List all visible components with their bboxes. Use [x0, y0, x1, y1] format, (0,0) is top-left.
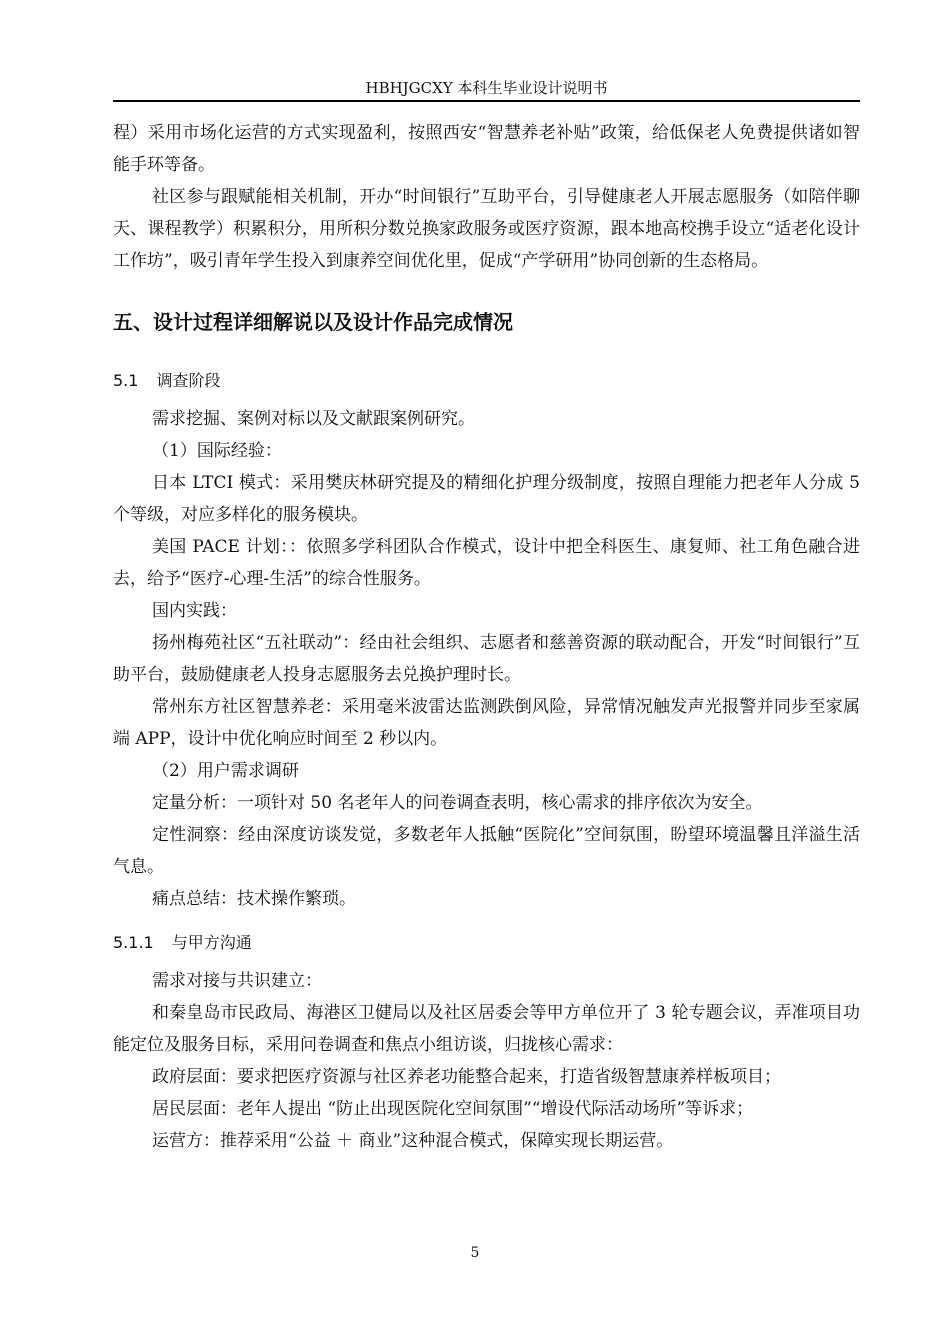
paragraph: 需求对接与共识建立： [152, 971, 322, 991]
paragraph: 扬州梅苑社区“五社联动”：经由社会组织、志愿者和慈善资源的联动配合，开发“时间银行”互助平台，鼓励健康老人投身志愿服务去兑换护理时长。 [113, 633, 860, 685]
page-header: HBHJGCXY 本科生毕业设计说明书 [365, 79, 608, 97]
paragraph: 居民层面：老年人提出 “防止出现医院化空间氛围”“增设代际活动场所”等诉求； [152, 1099, 754, 1119]
paragraph: 运营方：推荐采用“公益 ＋ 商业”这种混合模式，保障实现长期运营。 [152, 1131, 674, 1151]
paragraph: 需求挖掘、案例对标以及文献跟案例研究。 [152, 409, 475, 429]
subsection-title: 与甲方沟通 [171, 933, 252, 952]
section-heading: 五、设计过程详细解说以及设计作品完成情况 [113, 310, 513, 334]
subsection-number: 5.1 [113, 371, 139, 390]
paragraph: （2）用户需求调研 [152, 761, 299, 781]
paragraph: 美国 PACE 计划：：依照多学科团队合作模式，设计中把全科医生、康复师、社工角色融合进去，给予“医疗-心理-生活”的综合性服务。 [113, 537, 860, 589]
paragraph: 国内实践： [152, 601, 237, 621]
subsection-heading [113, 929, 860, 957]
header-rule [113, 100, 860, 102]
paragraph: 定量分析：一项针对 50 名老年人的问卷调查表明，核心需求的排序依次为安全。 [152, 793, 763, 813]
subsection-title: 调查阶段 [156, 371, 221, 390]
subsection-heading [113, 367, 860, 395]
paragraph: 常州东方社区智慧养老：采用毫米波雷达监测跌倒风险，异常情况触发声光报警并同步至家属端 APP，设计中优化响应时间至 2 秒以内。 [113, 697, 860, 749]
paragraph: （1）国际经验： [152, 441, 282, 461]
paragraph: 定性洞察：经由深度访谈发觉，多数老年人抵触“医院化”空间氛围，盼望环境温馨且洋溢生活气息。 [113, 825, 860, 877]
paragraph: 程）采用市场化运营的方式实现盈利，按照西安“智慧养老补贴”政策，给低保老人免费提供诸如智能手环等备。 [113, 123, 860, 175]
paragraph: 和秦皇岛市民政局、海港区卫健局以及社区居委会等甲方单位开了 3 轮专题会议，弄准项目功能定位及服务目标，采用问卷调查和焦点小组访谈，归拢核心需求： [113, 1003, 860, 1055]
page-number: 5 [470, 1245, 480, 1261]
paragraph: 痛点总结：技术操作繁琐。 [152, 889, 356, 909]
paragraph: 政府层面：要求把医疗资源与社区养老功能整合起来，打造省级智慧康养样板项目； [152, 1067, 781, 1087]
paragraph: 日本 LTCI 模式：采用樊庆林研究提及的精细化护理分级制度，按照自理能力把老年人分成 5 个等级，对应多样化的服务模块。 [113, 473, 860, 525]
page-body [113, 117, 860, 1157]
subsection-number: 5.1.1 [113, 933, 154, 952]
paragraph: 社区参与跟赋能相关机制，开办“时间银行”互助平台，引导健康老人开展志愿服务（如陪伴聊天、课程教学）积累积分，用所积分数兑换家政服务或医疗资源，跟本地高校携手设立“适老化设计工作坊”，吸引青年学生投入到康养空间优化里，促成“产学研用”协同创新的生态格局。 [113, 187, 860, 271]
